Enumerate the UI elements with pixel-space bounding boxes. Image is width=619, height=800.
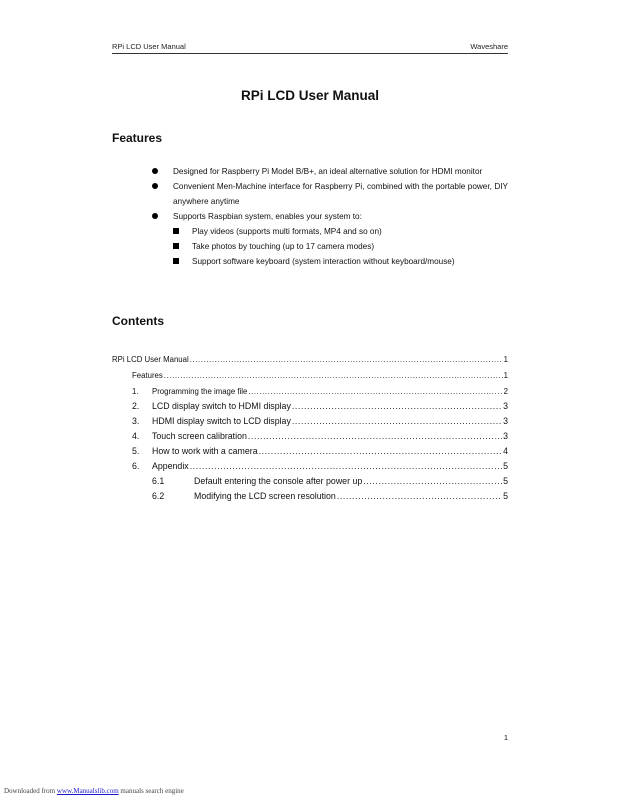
bullet-icon [152,213,158,219]
page-number: 1 [503,733,508,742]
toc-entry[interactable] [132,371,508,380]
toc-number: 3. [132,416,140,426]
sub-list-item [150,224,508,239]
list-item [150,179,508,209]
square-bullet-icon [173,258,179,264]
download-footer [4,787,184,795]
square-bullet-icon [173,228,179,234]
toc-title: Touch screen calibration [152,431,247,441]
toc-entry[interactable] [132,461,508,471]
toc-title: How to work with a camera [152,446,258,456]
toc-leader [292,401,502,411]
toc-title: LCD display switch to HDMI display [152,401,291,411]
feature-text: Supports Raspbian system, enables your system to: [173,212,362,221]
toc-entry[interactable] [152,476,508,486]
footer-prefix: Downloaded from [4,787,57,795]
toc-title: RPi LCD User Manual [112,355,189,364]
toc-page: 1 [503,355,508,364]
running-header [112,42,508,51]
toc-leader [190,355,503,364]
bullet-icon [152,183,158,189]
subfeature-text: Play videos (supports multi formats, MP4 and so on) [192,227,382,236]
toc-leader [363,476,502,486]
contents-heading: Contents [112,314,164,328]
toc-number: 5. [132,446,140,456]
bullet-icon [152,168,158,174]
toc-page: 1 [503,371,508,380]
toc-leader [164,371,503,380]
toc-page: 2 [503,387,508,396]
toc-title: HDMI display switch to LCD display [152,416,291,426]
toc-page: 3 [503,416,508,426]
toc-number: 1. [132,387,139,396]
header-left: RPi LCD User Manual [112,42,186,51]
toc-number: 6.1 [152,476,165,486]
toc-entry[interactable] [132,401,508,411]
features-heading: Features [112,131,163,145]
square-bullet-icon [173,243,179,249]
toc-page: 5 [503,476,508,486]
sub-list-item [150,239,508,254]
footer-suffix: manuals search engine [118,787,184,795]
toc-leader [259,446,502,456]
toc-title: Features [132,371,163,380]
header-right: Waveshare [470,42,508,51]
toc-title: Modifying the LCD screen resolution [194,491,336,501]
sub-list-item [150,254,508,269]
header-divider [112,53,508,54]
toc-number: 4. [132,431,140,441]
toc-entry[interactable] [112,355,508,364]
toc-leader [190,461,502,471]
toc-entry[interactable] [132,446,508,456]
toc-number: 2. [132,401,140,411]
toc-entry[interactable] [132,387,508,396]
toc-title: Appendix [152,461,189,471]
feature-text: Convenient Men-Machine interface for Raspberry Pi, combined with the portable power, DIY anywhere anytime [173,182,508,206]
toc-title: Programming the image file [152,387,248,396]
footer-link[interactable]: www.Manualslib.com [56,787,119,795]
subfeature-text: Take photos by touching (up to 17 camera modes) [192,242,375,251]
toc-title: Default entering the console after power up [194,476,363,486]
toc-entry[interactable] [152,491,508,501]
feature-text: Designed for Raspberry Pi Model B/B+, an ideal alternative solution for HDMI monitor [173,167,483,176]
toc-leader [292,416,502,426]
toc-page: 4 [503,446,508,456]
toc-entry[interactable] [132,431,508,441]
features-list [150,164,508,269]
toc-entry[interactable] [132,416,508,426]
toc-number: 6.2 [152,491,165,501]
toc-number: 6. [132,461,140,471]
toc-page: 5 [503,461,508,471]
page-title: RPi LCD User Manual [240,88,380,103]
toc-leader [337,491,502,501]
list-item [150,209,508,224]
toc-page: 3 [503,431,508,441]
toc-page: 3 [503,401,508,411]
list-item [150,164,508,179]
toc-leader [248,431,502,441]
toc-leader [248,387,502,396]
toc-page: 5 [503,491,508,501]
subfeature-text: Support software keyboard (system interaction without keyboard/mouse) [192,257,455,266]
